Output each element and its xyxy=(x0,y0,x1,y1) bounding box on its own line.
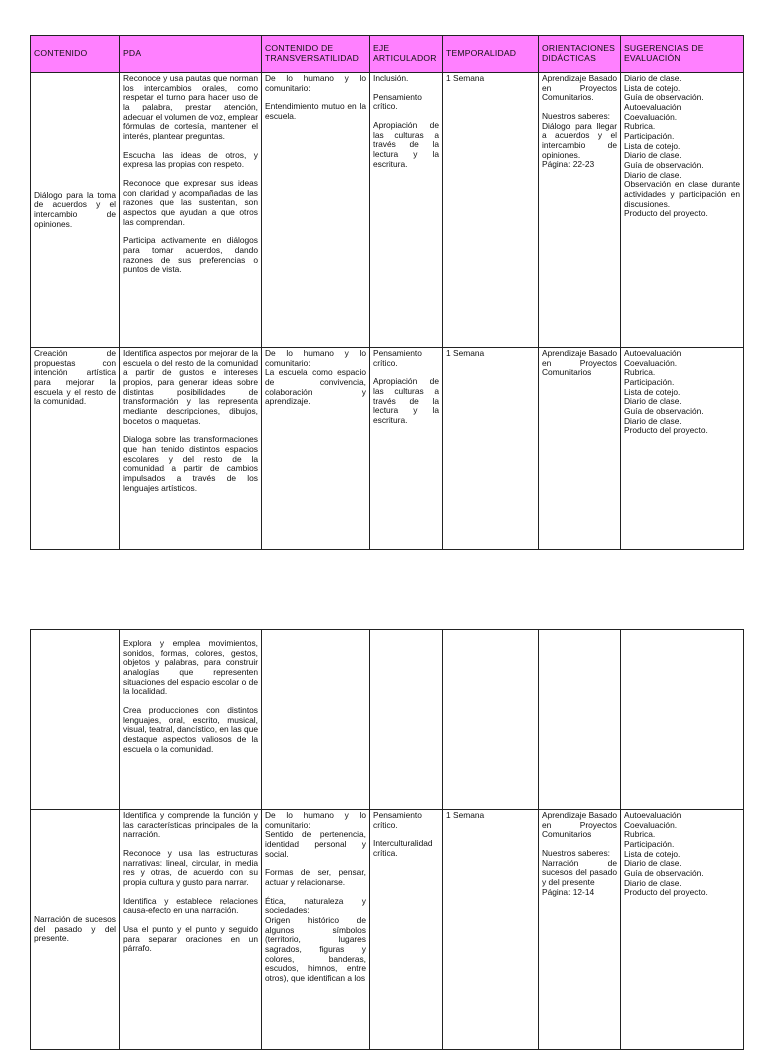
temporalidad-cell: 1 Semana xyxy=(443,348,539,550)
planning-table-top xyxy=(30,35,744,550)
table-row xyxy=(31,348,744,550)
pda-cell: Reconoce y usa pautas que norman los intercambios orales, como respetar el turno para hacer uso de la palabra, prestar atención, adecuar el volumen de voz, emplear fórmulas de cortesía, mantener el interés, plantear preguntas. Escucha las ideas de otros, y expresa las propias con respeto. Reconoce que expresar sus ideas con claridad y acompañadas de las razones que las sustentan, son aspectos que ayudan a que otros las comprendan. Participa activamente en diálogos para tomar acuerdos, dando razones de sus preferencias o puntos de vista. xyxy=(120,73,262,348)
contenido-cell: Diálogo para la toma de acuerdos y el intercambio de opiniones. xyxy=(31,73,120,348)
eje-cell: Pensamiento crítico. Interculturalidad crítica. xyxy=(370,810,443,1050)
orientaciones-cell xyxy=(539,630,621,810)
evaluacion-cell: Autoevaluación Coevaluación. Rubrica. Participación. Lista de cotejo. Diario de clase. Guía de observación. Diario de clase. Producto del proyecto. xyxy=(621,810,744,1050)
header-temporalidad: TEMPORALIDAD xyxy=(443,36,539,73)
table-row xyxy=(31,810,744,1050)
transversalidad-cell: De lo humano y lo comunitario: Sentido de pertenencia, identidad personal y social. Formas de ser, pensar, actuar y relacionarse. Ética, naturaleza y sociedades: Origen histórico de algunos símbolos (territorio, lugares sagrados, figuras y colores, banderas, escudos, himnos, entre otros), que identifican a los xyxy=(262,810,370,1050)
transversalidad-cell: De lo humano y lo comunitario: La escuela como espacio de convivencia, colaboración y aprendizaje. xyxy=(262,348,370,550)
evaluacion-cell: Autoevaluación Coevaluación. Rubrica. Participación. Lista de cotejo. Diario de clase. Guía de observación. Diario de clase. Producto del proyecto. xyxy=(621,348,744,550)
pda-cell: Explora y emplea movimientos, sonidos, formas, colores, gestos, objetos y palabras, para construir analogías que representen situaciones del espacio escolar o de la localidad. Crea producciones con distintos lenguajes, oral, escrito, musical, visual, teatral, dancístico, en las que destaque aspectos valiosos de la escuela o la comunidad. xyxy=(120,630,262,810)
evaluacion-cell xyxy=(621,630,744,810)
temporalidad-cell xyxy=(443,630,539,810)
transversalidad-cell xyxy=(262,630,370,810)
table-row xyxy=(31,630,744,810)
pda-cell: Identifica aspectos por mejorar de la escuela o del resto de la comunidad a partir de gustos e intereses propios, para generar ideas sobre distintas posibilidades de transformación y las representa mediante descripciones, dibujos, bocetos o maquetas. Dialoga sobre las transformaciones que han tenido distintos espacios escolares y del resto de la comunidad a partir de cambios impulsados a través de los lenguajes artísticos. xyxy=(120,348,262,550)
orientaciones-cell: Aprendizaje Basado en Proyectos Comunitarios xyxy=(539,348,621,550)
transversalidad-cell: De lo humano y lo comunitario: Entendimiento mutuo en la escuela. xyxy=(262,73,370,348)
orientaciones-cell: Aprendizaje Basado en Proyectos Comunitarios Nuestros saberes: Narración de sucesos del pasado y del presente Página: 12-14 xyxy=(539,810,621,1050)
table-row xyxy=(31,73,744,348)
header-pda: PDA xyxy=(120,36,262,73)
planning-table-bottom xyxy=(30,629,744,1050)
orientaciones-cell: Aprendizaje Basado en Proyectos Comunitarios. Nuestros saberes: Diálogo para llegar a acuerdos y el intercambio de opiniones. Página: 22-23 xyxy=(539,73,621,348)
header-eje-articulador: EJE ARTICULADOR xyxy=(370,36,443,73)
pda-cell: Identifica y comprende la función y las características principales de la narración. Reconoce y usa las estructuras narrativas: lineal, circular, in media res y otras, de acuerdo con su propia cultura y gusto para narrar. Identifica y establece relaciones causa-efecto en una narración. Usa el punto y el punto y seguido para separar oraciones en un párrafo. xyxy=(120,810,262,1050)
contenido-cell: Narración de sucesos del pasado y del presente. xyxy=(31,810,120,1050)
temporalidad-cell: 1 Semana xyxy=(443,810,539,1050)
header-contenido: CONTENIDO xyxy=(31,36,120,73)
contenido-cell xyxy=(31,630,120,810)
header-row xyxy=(31,36,744,73)
header-transversalidad: CONTENIDO DE TRANSVERSATILIDAD xyxy=(262,36,370,73)
eje-cell xyxy=(370,630,443,810)
temporalidad-cell: 1 Semana xyxy=(443,73,539,348)
eje-cell: Inclusión. Pensamiento crítico. Apropiación de las culturas a través de la lectura y la escritura. xyxy=(370,73,443,348)
header-evaluacion: SUGERENCIAS DE EVALUACIÓN xyxy=(621,36,744,73)
header-orientaciones: ORIENTACIONES DIDÁCTICAS xyxy=(539,36,621,73)
eje-cell: Pensamiento crítico. Apropiación de las culturas a través de la lectura y la escritura. xyxy=(370,348,443,550)
contenido-cell: Creación de propuestas con intención artística para mejorar la escuela y el resto de la comunidad. xyxy=(31,348,120,550)
evaluacion-cell: Diario de clase. Lista de cotejo. Guía de observación. Autoevaluación Coevaluación. Rubrica. Participación. Lista de cotejo. Diario de clase. Guía de observación. Diario de clase. Observación en clase durante actividades y participación en discusiones. Producto del proyecto. xyxy=(621,73,744,348)
